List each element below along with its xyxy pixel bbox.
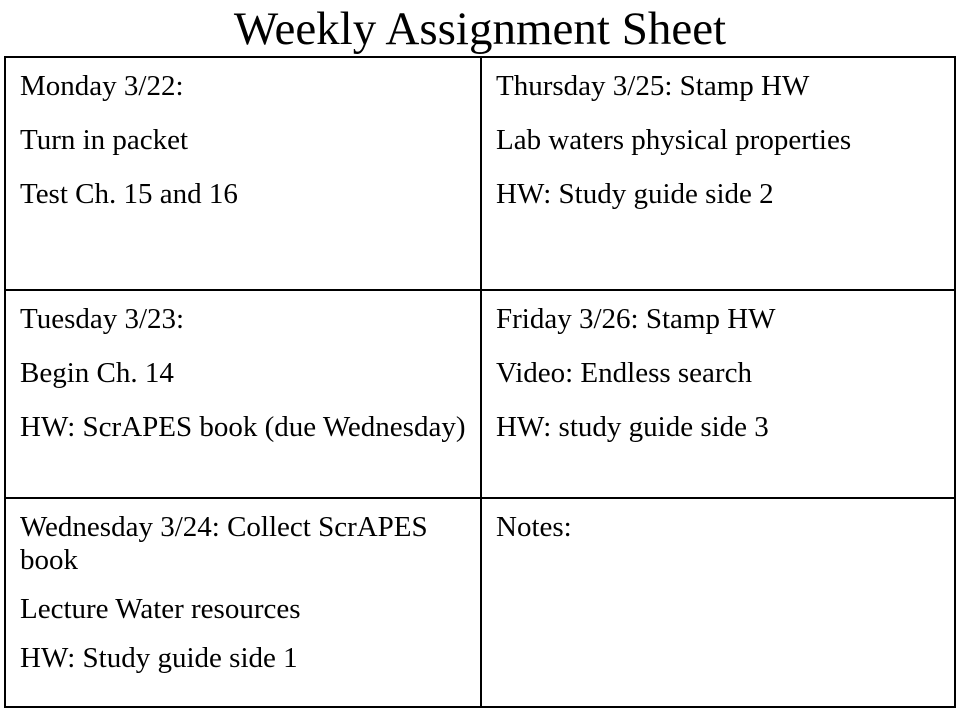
thursday-item: Lab waters physical properties: [496, 124, 852, 156]
cell-thursday: [481, 57, 955, 290]
monday-item: Turn in packet: [20, 124, 189, 156]
table-row: [5, 57, 955, 290]
friday-heading: Friday 3/26: Stamp HW: [496, 303, 776, 335]
wednesday-heading: Wednesday 3/24: Collect ScrAPES book: [20, 511, 428, 576]
table-row: [5, 290, 955, 498]
friday-item: Video: Endless search: [496, 357, 752, 389]
table-row: [5, 498, 955, 707]
notes-heading: Notes:: [496, 511, 572, 543]
wednesday-item: Lecture Water resources: [20, 593, 301, 625]
tuesday-heading: Tuesday 3/23:: [20, 303, 185, 335]
tuesday-item: HW: ScrAPES book (due Wednesday): [20, 411, 466, 443]
friday-item: HW: study guide side 3: [496, 411, 769, 443]
cell-wednesday: [5, 498, 481, 707]
cell-friday: [481, 290, 955, 498]
assignment-table: [4, 56, 956, 708]
cell-monday: [5, 57, 481, 290]
monday-heading: Monday 3/22:: [20, 70, 184, 102]
thursday-heading: Thursday 3/25: Stamp HW: [496, 70, 810, 102]
wednesday-item: HW: Study guide side 1: [20, 642, 298, 674]
tuesday-item: Begin Ch. 14: [20, 357, 174, 389]
cell-notes: [481, 498, 955, 707]
cell-tuesday: [5, 290, 481, 498]
thursday-item: HW: Study guide side 2: [496, 178, 774, 210]
page-title: Weekly Assignment Sheet: [233, 3, 727, 55]
monday-item: Test Ch. 15 and 16: [20, 178, 238, 210]
